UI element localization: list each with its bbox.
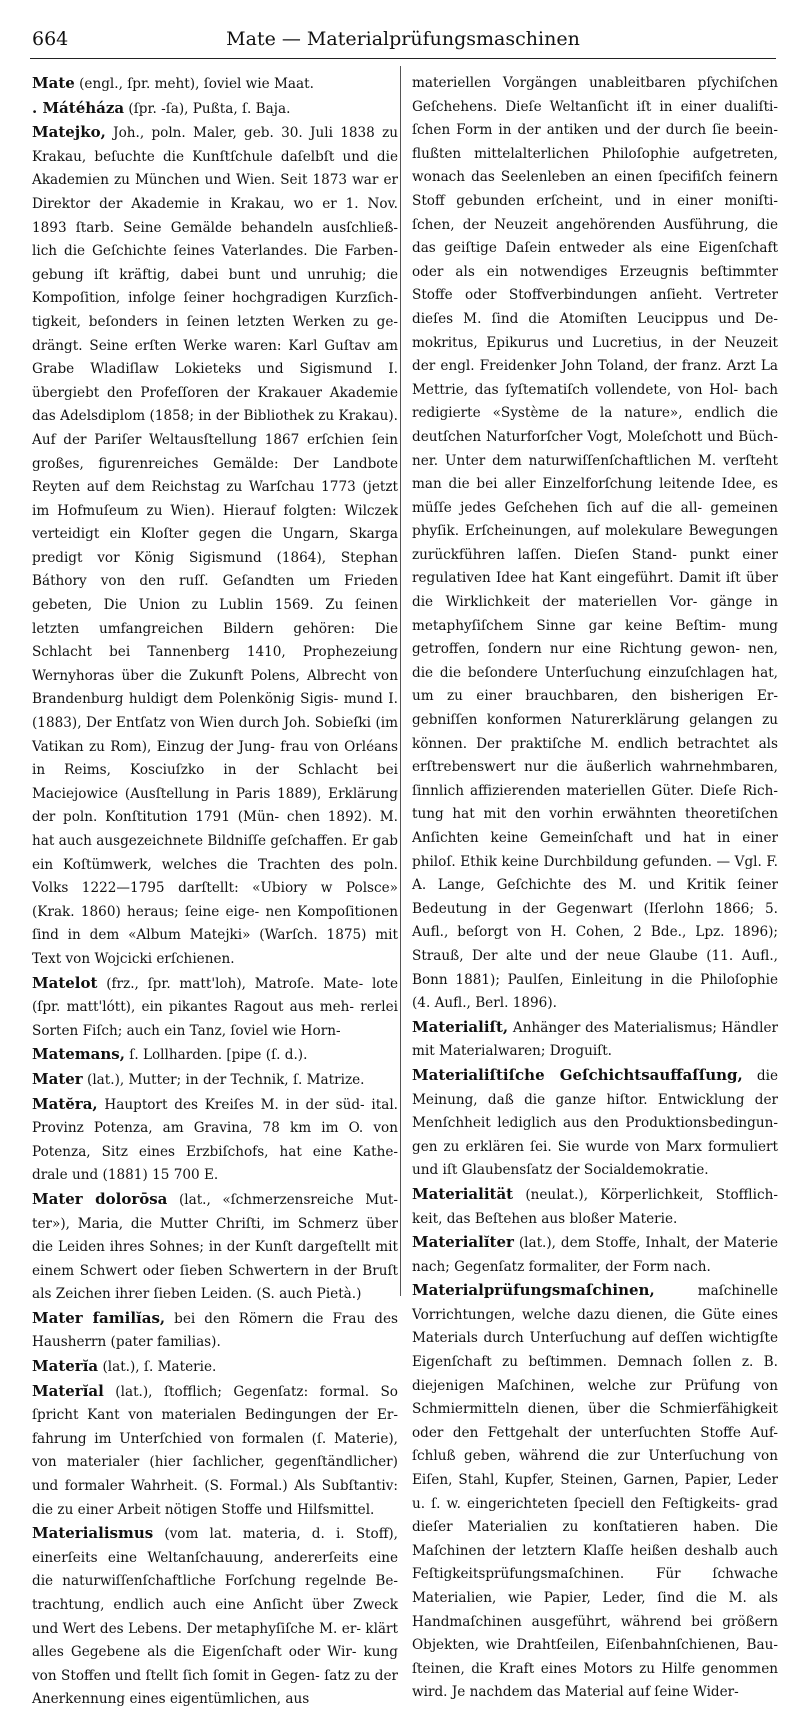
entry-headword: Matejko, [32, 123, 106, 142]
left-column [32, 72, 398, 1712]
dictionary-entry [32, 1307, 398, 1355]
dictionary-entry [32, 1522, 398, 1712]
entry-text: Joh., poln. Maler, geb. 30. Juli 1838 zu Krakau, beſuchte die Kunſtſchule daſelbſt und die Akademien zu München und Wien. Seit 1873 war er Direktor der Akademie in Krakau, wo er 1. Nov. 1893 ſtarb. Seine Gemälde behandeln ausſchließ- lich die Geſchichte ſeines Vaterlandes. Die Farben- gebung iſt kräftig, dabei bunt und unruhig; die Kompoſition, infolge ſeiner hochgradigen Kurzſich- tigkeit, beſonders in ſeinen letzten Werken zu ge- drängt. Seine erſten Werke waren: Karl Guſtav am Grabe Wladiſlaw Lokieteks und Sigismund I. übergiebt den Profeſſoren der Krakauer Akademie das Adelsdiplom (1858; in der Bibliothek zu Krakau). Auf der Pariſer Weltausſtellung 1867 erſchien ſein großes, figurenreiches Gemälde: Der Landbote Reyten auf dem Reichstag zu Warſchau 1773 (jetzt im Hofmuſeum zu Wien). Hierauf folgten: Wilczek verteidigt ein Kloſter gegen die Ungarn, Skarga predigt vor König Sigismund (1864), Stephan Báthory von den ruſſ. Geſandten um Frieden gebeten, Die Union zu Lublin 1569. Zu ſeinen letzten umfangreichen Bildern gehören: Die Schlacht bei Tannenberg 1410, Prophezeiung Wernyhoras über die Zukunft Polens, Albrecht von Brandenburg huldigt dem Polenkönig Sigis- mund I. (1883), Der Entſatz von Wien durch Joh. Sobieſki (im Vatikan zu Rom), Einzug der Jung- frau von Orléans in Reims, Kosciuſzko in der Schlacht bei Maciejowice (Ausſtellung in Paris 1889), Erklärung der poln. Konſtitution 1791 (Mün- chen 1892). M. hat auch ausgezeichnete Bildniſſe geſchaffen. Er gab ein Koſtümwerk, welches die Trachten des poln. Volks 1222—1795 darſtellt: «Ubiory w Polsce» (Krak. 1860) heraus; ſeine eige- nen Kompoſitionen ſind in dem «Album Matejki» (Warſch. 1875) mit Text von Wojcicki erſchienen. [32, 125, 398, 967]
entry-headword: Materialprüfungsmaſchinen, [412, 1281, 655, 1300]
dictionary-entry [32, 1093, 398, 1188]
page-number: 664 [32, 28, 69, 50]
entry-text: (ſpr. -ſa), Pußta, ſ. Baja. [124, 100, 291, 117]
entry-text: maſchinelle Vorrichtungen, welche dazu dienen, die Güte eines Materials durch Unterſuchung auf deſſen wichtigſte Eigenſchaft zu beſtimmen. Demnach ſollen z. B. diejenigen Maſchinen, welche zur Prüfung von Schmiermitteln dienen, über die Schmierfähigkeit oder den Fettgehalt der unterſuchten Stoffe Auf- ſchluß geben, während die zur Unterſuchung von Eiſen, Stahl, Kupfer, Steinen, Garnen, Papier, Leder u. ſ. w. eingerichteten ſpeciell den Feſtigkeits- grad dieſer Materialien zu konſtatieren haben. Die Maſchinen der letztern Klaſſe heißen deshalb auch Feſtigkeitsprüfungsmaſchinen. Für ſchwache Materialien, wie Papier, Leder, ſind die M. als Handmaſchinen ausgeführt, während bei größern Objekten, wie Drahtſeilen, Eiſenbahnſchienen, Bau- ſteinen, die Kraft eines Motors zu Hilfe genommen wird. Je nachdem das Material auf ſeine Wider- [412, 1283, 778, 1701]
dictionary-entry [412, 1016, 778, 1064]
entry-headword: Materĭal [32, 1381, 104, 1400]
right-column [412, 72, 778, 1705]
entry-headword: Materialiſtiſche Geſchichtsauffaſſung, [412, 1065, 743, 1084]
entry-headword: Mater dolorōsa [32, 1189, 168, 1208]
entry-text: (lat.), Mutter; in der Technik, ſ. Matrize. [82, 1071, 365, 1088]
entry-text: (lat., «ſchmerzensreiche Mut- ter»), Maria, die Mutter Chriſti, im Schmerz über die Leiden ihres Sohnes; in der Kunſt dargeſtellt mit einem Schwert oder ſieben Schwertern in der Bruſt als Zeichen ihrer ſieben Leiden. (S. auch Pietà.) [32, 1191, 398, 1303]
page-header [30, 28, 776, 59]
dictionary-entry [32, 972, 398, 1044]
dictionary-entry [32, 1188, 398, 1307]
entry-headword: Mater familĭas, [32, 1308, 166, 1327]
entry-text: (vom lat. materia, d. i. Stoff), einerſeits eine Weltanſchauung, andererſeits eine die naturwiſſenſchaftliche Forſchung regelnde Be- trachtung, endlich auch eine Anſicht über Zweck und Wert des Lebens. Der metaphyſiſche M. er- klärt alles Gegebene als die Eigenſchaft oder Wir- kung von Stoffen und ſtellt ſich ſomit in Gegen- ſatz zu der Anerkennung eines eigentümlichen, aus [32, 1526, 398, 1708]
entry-text: Hauptort des Kreiſes M. in der süd- ital. Provinz Potenza, am Gravina, 78 km im O. von Potenza, Sitz eines Erzbiſchofs, hat eine Kathe- drale und (1881) 15 700 E. [32, 1096, 398, 1184]
dictionary-entry [32, 121, 398, 971]
dictionary-entry [32, 72, 398, 97]
entry-headword: Materĭa [32, 1357, 99, 1376]
dictionary-entry [412, 1231, 778, 1279]
dictionary-entry [412, 1183, 778, 1231]
entry-headword: Materialiſt, [412, 1017, 509, 1036]
entry-text: materiellen Vorgängen unableitbaren pſychiſchen Geſchehens. Dieſe Weltanſicht iſt in einer dualiſti- ſchen Form in der antiken und der durch ſie beein- flußten mittelalterlichen Philoſophie aufgetreten, wonach das Seelenleben an einen ſpecifiſch feinern Stoff gebunden erſcheint, und in einer moniſti- ſchen, der Neuzeit angehörenden Ausführung, die das geiſtige Daſein entweder als eine Eigenſchaft oder als ein notwendiges Erzeugnis beſtimmter Stoffe oder Stoffverbindungen anſieht. Vertreter dieſes M. ſind die Atomiſten Leucippus und De- mokritus, Epikurus und Lucretius, in der Neuzeit der engl. Freidenker John Toland, der franz. Arzt La Mettrie, das ſyſtematiſch vollendete, von Hol- bach redigierte «Système de la nature», endlich die deutſchen Naturforſcher Vogt, Moleſchott und Büch- ner. Unter dem naturwiſſenſchaftlichen M. verſteht man die bei aller Einzelforſchung leitende Idee, es müſſe jedes Geſchehen ſich auf die all- gemeinen phyſik. Erſcheinungen, auf molekulare Bewegungen zurückführen laſſen. Dieſen Stand- punkt einer regulativen Idee hat Kant eingeführt. Damit iſt über die Wirklichkeit der materiellen Vor- gänge in metaphyſiſchem Sinne gar keine Beſtim- mung getroffen, ſondern nur eine Richtung gewon- nen, die die beſondere Unterſuchung einzuſchlagen hat, um zu einer brauchbaren, den bisherigen Er- gebniſſen konformen Naturerklärung gelangen zu können. Der praktiſche M. endlich betrachtet als erſtrebenswert nur die äußerlich wahrnehmbaren, ſinnlich affizierenden materiellen Güter. Dieſe Rich- tung hat mit den vorhin erwähnten theoretiſchen Anſichten keine Gemeinſchaft und hat in einer philoſ. Ethik keine Durchbildung gefunden. — Vgl. F. A. Lange, Geſchichte des M. und Kritik ſeiner Bedeutung in der Gegenwart (Iſerlohn 1866; 5. Aufl., beſorgt von H. Cohen, 2 Bde., Lpz. 1896); Strauß, Der alte und der neue Glaube (11. Aufl., Bonn 1881); Paulſen, Einleitung in die Philoſophie (4. Aufl., Berl. 1896). [412, 75, 778, 1012]
entry-text: die Meinung, daß die ganze hiſtor. Entwicklung der Menſchheit lediglich aus den Produktionsbedingun- gen zu erklären ſei. Sie wurde von Marx formuliert und iſt Glaubensſatz der Socialdemokratie. [412, 1067, 778, 1179]
entry-text: bei den Römern die Frau des Hausherrn (pater familias). [32, 1310, 398, 1351]
entry-headword: Materialismus [32, 1524, 154, 1543]
entry-text: (lat.), ſtofflich; Gegenſatz: formal. So ſpricht Kant von materialen Bedingungen der Er- fahrung im Unterſchied von formalen (ſ. Materie), von materialer (hier ſachlicher, gegenſtändlicher) und formaler Wahrheit. (S. Formal.) Als Subſtantiv: die zu einer Arbeit nötigen Stoffe und Hilfsmittel. [32, 1383, 398, 1518]
dictionary-entry [32, 1043, 398, 1068]
entry-text: ſ. Lollharden. [pipe (ſ. d.). [124, 1047, 308, 1064]
dictionary-entry [32, 97, 398, 122]
dictionary-entry [412, 1064, 778, 1183]
entry-headword: Matelot [32, 973, 98, 992]
entry-headword: Matĕra, [32, 1094, 98, 1113]
entry-text: (engl., ſpr. meht), ſoviel wie Maat. [74, 76, 314, 92]
running-title: Mate — Materialprüfungsmaschinen [226, 28, 580, 50]
entry-headword: Matemans, [32, 1045, 125, 1064]
dictionary-entry [412, 72, 778, 1016]
dictionary-entry [32, 1380, 398, 1523]
entry-text: (lat.), ſ. Materie. [98, 1359, 217, 1376]
entry-headword: Mater [32, 1069, 83, 1088]
entry-headword: Materialität [412, 1184, 514, 1203]
entry-text: (frz., ſpr. matt'loh), Matroſe. Mate- lote (ſpr. matt'lótt), ein pikantes Ragout aus meh- rerlei Sorten Fiſch; auch ein Tanz, ſoviel wie Horn- [32, 975, 398, 1039]
dictionary-entry [32, 1068, 398, 1093]
entry-headword: . Mátéháza [32, 98, 125, 117]
entry-text: (lat.), dem Stoffe, Inhalt, der Materie nach; Gegenſatz formaliter, der Form nach. [412, 1235, 778, 1275]
entry-text: (neulat.), Körperlichkeit, Stofflich- keit, das Beſtehen aus bloßer Materie. [412, 1186, 778, 1227]
entry-headword: Materialĭter [412, 1233, 514, 1252]
entry-text: Anhänger des Materialismus; Händler mit Materialwaren; Droguiſt. [412, 1019, 778, 1060]
entry-headword: Mate [32, 74, 75, 92]
dictionary-entry [412, 1279, 778, 1705]
column-divider [400, 66, 401, 1296]
dictionary-entry [32, 1355, 398, 1380]
